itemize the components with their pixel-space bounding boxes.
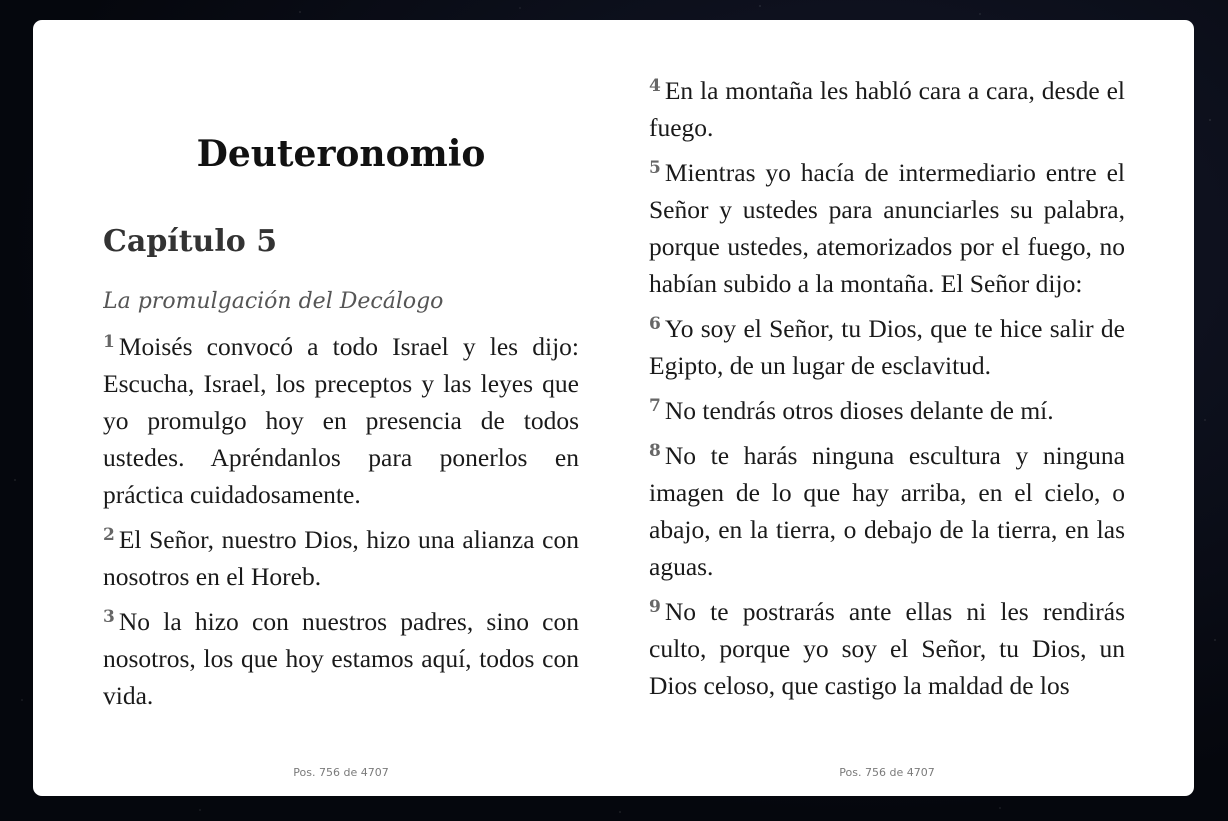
verse — [649, 154, 1125, 302]
verse-text: No te harás ninguna escultura y ninguna imagen de lo que hay arriba, en el cielo, o abajo, en la tierra, o debajo de la tierra, en las aguas. — [649, 441, 1125, 581]
verse — [103, 328, 579, 513]
verse-text: Moisés convocó a todo Israel y les dijo: Escucha, Israel, los preceptos y las leyes que yo promulgo hoy en presencia de todos ustedes. Apréndanlos para ponerlos en práctica cuidadosamente. — [103, 332, 579, 509]
verse-number: 4 — [649, 76, 661, 96]
book-title: Deuteronomio — [196, 133, 486, 175]
verse-number: 1 — [103, 332, 115, 352]
left-page-position: Pos. 756 de 4707 — [293, 766, 389, 779]
right-page-position: Pos. 756 de 4707 — [839, 766, 935, 779]
verse — [649, 437, 1125, 585]
verse-text: El Señor, nuestro Dios, hizo una alianza con nosotros en el Horeb. — [103, 525, 579, 591]
section-heading: La promulgación del Decálogo — [103, 289, 444, 314]
chapter-heading: Capítulo 5 — [103, 224, 278, 259]
verse-text: No tendrás otros dioses delante de mí. — [664, 396, 1054, 425]
reader-page[interactable] — [33, 20, 1194, 796]
verse — [649, 310, 1125, 384]
right-verses — [649, 72, 1125, 704]
verse-number: 6 — [649, 314, 661, 334]
verse-number: 9 — [649, 597, 661, 617]
left-verses — [103, 328, 579, 714]
verse — [103, 603, 579, 714]
verse-number: 7 — [649, 396, 661, 416]
verse-text: No la hizo con nuestros padres, sino con nosotros, los que hoy estamos aquí, todos con vida. — [103, 607, 579, 710]
verse — [649, 593, 1125, 704]
verse — [649, 392, 1125, 429]
right-page-column[interactable] — [649, 20, 1125, 760]
verse-number: 5 — [649, 158, 661, 178]
verse-text: En la montaña les habló cara a cara, desde el fuego. — [649, 76, 1125, 142]
verse-number: 8 — [649, 441, 661, 461]
verse-number: 2 — [103, 525, 115, 545]
verse-text: Mientras yo hacía de intermediario entre el Señor y ustedes para anunciarles su palabra, porque ustedes, atemorizados por el fuego, no habían subido a la montaña. El Señor dijo: — [649, 158, 1125, 298]
verse-text: No te postrarás ante ellas ni les rendirás culto, porque yo soy el Señor, tu Dios, un Dios celoso, que castigo la maldad de los — [649, 597, 1125, 700]
verse — [649, 72, 1125, 146]
left-page-column[interactable] — [103, 20, 579, 760]
verse-number: 3 — [103, 607, 115, 627]
verse — [103, 521, 579, 595]
verse-text: Yo soy el Señor, tu Dios, que te hice salir de Egipto, de un lugar de esclavitud. — [649, 314, 1125, 380]
